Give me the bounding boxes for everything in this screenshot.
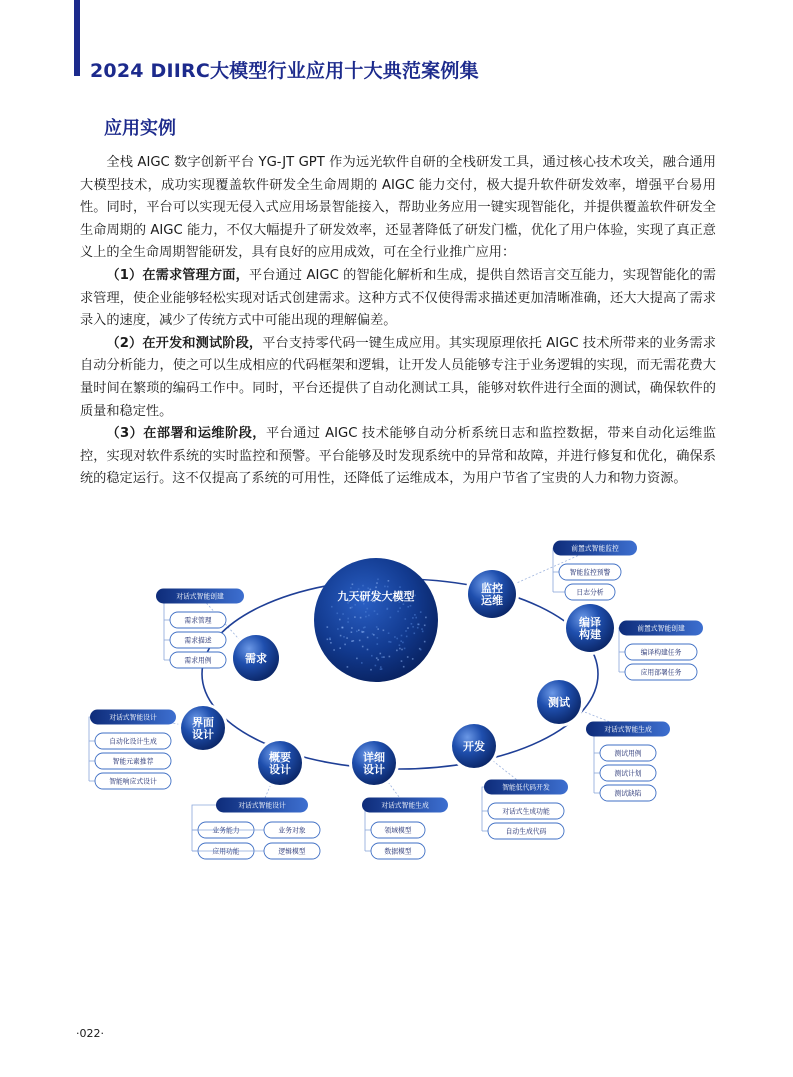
group-item-label: 对话式生成功能 [502, 807, 550, 816]
stage-node-label: 监控 [481, 582, 503, 595]
center-texture-dot [363, 627, 365, 629]
center-texture-dot [417, 627, 419, 629]
center-texture-dot [380, 666, 382, 668]
center-texture-dot [352, 584, 354, 586]
center-texture-dot [339, 619, 341, 621]
group-item-label: 需求描述 [184, 636, 212, 645]
group-item-label: 自动化设计生成 [109, 737, 157, 746]
group-build [619, 621, 703, 681]
group-header-label: 前置式智能创建 [637, 624, 685, 633]
stage-node-label: 构建 [579, 628, 601, 641]
center-texture-dot [403, 666, 405, 668]
group-header-label: 对话式智能生成 [604, 725, 652, 734]
center-texture-dot [420, 649, 422, 651]
stage-node-ui [178, 703, 228, 753]
center-texture-dot [383, 630, 385, 632]
center-texture-dot [351, 607, 353, 609]
center-texture-dot [396, 638, 398, 640]
center-texture-dot [412, 658, 414, 660]
stage-node-label: 概要 [269, 751, 291, 764]
center-texture-dot [370, 669, 372, 671]
group-bracket-line [482, 787, 488, 831]
group-item-label: 应用部署任务 [640, 668, 682, 677]
group-header-label: 智能低代码开发 [502, 783, 550, 792]
group-item-label: 测试用例 [614, 749, 642, 758]
center-texture-dot [362, 646, 364, 648]
center-texture-dot [341, 627, 343, 629]
center-texture-dot [363, 631, 365, 633]
group-item-label: 自动生成代码 [505, 827, 547, 836]
center-texture-dot [329, 637, 331, 639]
center-texture-dot [377, 613, 379, 615]
center-texture-dot [387, 586, 389, 588]
stage-node-label: 运维 [481, 594, 503, 607]
center-texture-dot [361, 662, 363, 664]
stage-node-test [534, 677, 584, 727]
center-texture-dot [367, 637, 369, 639]
center-texture-dot [327, 626, 329, 628]
group-bracket-line [365, 805, 366, 851]
stage-node-label: 详细 [363, 751, 385, 764]
center-texture-dot [337, 613, 339, 615]
center-texture-dot [414, 614, 416, 616]
center-texture-dot [376, 582, 378, 584]
center-texture-dot [418, 624, 420, 626]
center-texture-dot [422, 631, 424, 633]
center-texture-dot [372, 633, 374, 635]
center-texture-dot [388, 580, 390, 582]
group-bracket-line [590, 729, 594, 793]
center-texture-dot [405, 630, 407, 632]
center-texture-dot [365, 611, 367, 613]
paragraph-deploy-ops [80, 423, 716, 491]
center-texture-dot [350, 607, 352, 609]
group-detail [362, 798, 448, 860]
center-texture-dot [347, 618, 349, 620]
center-texture-dot [360, 617, 362, 619]
center-texture-dot [340, 635, 342, 637]
stage-node-label: 设计 [269, 763, 291, 776]
center-texture-dot [377, 628, 379, 630]
center-texture-dot [384, 586, 386, 588]
stage-node-monitor [465, 567, 519, 621]
stage-node-label: 界面 [192, 716, 214, 729]
center-texture-dot [376, 626, 378, 628]
center-texture-dot [333, 649, 335, 651]
lifecycle-diagram-canvas [0, 530, 793, 870]
group-bracket-line [619, 628, 623, 672]
stage-node-build [563, 601, 617, 655]
center-texture-dot [367, 649, 369, 651]
center-texture-dot [396, 650, 398, 652]
center-texture-dot [407, 606, 409, 608]
center-texture-dot [399, 648, 401, 650]
center-texture-dot [342, 613, 344, 615]
group-bracket-line [160, 596, 164, 660]
center-node [314, 558, 438, 682]
group-header-label: 对话式智能设计 [238, 801, 286, 810]
center-texture-dot [412, 617, 414, 619]
group-item-label: 业务能力 [212, 826, 240, 835]
center-texture-dot [390, 641, 392, 643]
center-texture-dot [377, 643, 379, 645]
center-texture-dot [399, 607, 401, 609]
group-dev [482, 780, 568, 840]
group-item-label: 业务对象 [278, 826, 306, 835]
center-texture-dot [344, 644, 346, 646]
center-texture-dot [375, 665, 377, 667]
center-texture-dot [424, 641, 426, 643]
center-texture-dot [343, 636, 345, 638]
group-header-label: 前置式智能监控 [571, 544, 619, 553]
group-header-label: 对话式智能创建 [176, 592, 224, 601]
group-overview [192, 798, 320, 860]
paragraph-dev-test-body: 平台支持零代码一键生成应用。其实现原理依托 AIGC 技术所带来的业务需求自动分析能力，使之可以生成相应的代码框架和逻辑，让开发人员能够专注于业务逻辑的实现，而无需花费大量时间在繁琐的编码工作中。同时，平台还提供了自动化测试工具，能够对软件进行全面的测试，确保软件的质量和稳定性。 [80, 335, 716, 419]
center-texture-dot [339, 647, 341, 649]
center-texture-dot [356, 631, 358, 633]
center-texture-dot [404, 648, 406, 650]
center-texture-dot [351, 640, 353, 642]
group-item-label: 编译构建任务 [640, 648, 682, 657]
center-texture-dot [406, 636, 408, 638]
center-texture-dot [347, 621, 349, 623]
center-texture-dot [374, 610, 376, 612]
center-texture-dot [421, 628, 423, 630]
paragraph-deploy-ops-lead: （3）在部署和运维阶段， [106, 426, 266, 442]
center-texture-dot [380, 653, 382, 655]
center-texture-dot [377, 579, 379, 581]
stage-node-dev [449, 721, 499, 771]
center-texture-dot [383, 656, 385, 658]
group-bracket-line [553, 548, 557, 592]
group-item-label: 数据模型 [384, 847, 412, 856]
center-texture-dot [397, 611, 399, 613]
center-texture-dot [394, 636, 396, 638]
center-texture-dot [403, 603, 405, 605]
group-item-label: 测试缺陷 [614, 789, 642, 798]
stage-node-label: 设计 [192, 728, 214, 741]
group-item-label: 逻辑模型 [278, 847, 306, 856]
center-texture-dot [399, 586, 401, 588]
group-ui [89, 710, 176, 790]
center-texture-dot [401, 660, 403, 662]
body-text [80, 152, 716, 491]
center-texture-dot [387, 608, 389, 610]
section-title: 应用实例 [104, 118, 176, 139]
group-item-label: 需求管理 [184, 616, 212, 625]
center-texture-dot [337, 628, 339, 630]
center-texture-dot [424, 625, 426, 627]
group-bracket-line [89, 717, 94, 781]
center-texture-dot [351, 631, 353, 633]
center-texture-dot [350, 587, 352, 589]
stage-node-label: 编译 [579, 616, 601, 629]
stage-node-label: 测试 [548, 696, 570, 709]
stage-node-detail [349, 738, 399, 788]
group-header-label: 对话式智能生成 [381, 801, 429, 810]
group-item-label: 领域模型 [384, 826, 412, 835]
group-monitor [553, 541, 637, 601]
center-texture-dot [354, 616, 356, 618]
header-accent-bar [74, 0, 80, 76]
group-test [586, 722, 670, 802]
paragraph-intro: 全栈 AIGC 数字创新平台 YG-JT GPT 作为远光软件自研的全栈研发工具，通过核心技术攻关，融合通用大模型技术，成功实现覆盖软件研发全生命周期的 AIGC 能力交付，极大提升软件研发效率，增强平台易用性。同时，平台可以实现无侵入式应用场景智能接入，帮助业务应用一键实现智能化，并提供覆盖软件研发全生命周期的 AIGC 能力，不仅大幅提升了研发效率，还显著降低了研发门槛，优化了用户体验，实现了真正意义上的全生命周期智能研发，具有良好的应用成效，可在全行业推广应用： [80, 155, 716, 261]
center-texture-dot [375, 587, 377, 589]
group-item-label: 应用功能 [212, 847, 240, 856]
group-item-label: 测试计划 [614, 769, 642, 778]
center-texture-dot [365, 616, 367, 618]
center-texture-dot [405, 618, 407, 620]
center-texture-dot [327, 639, 329, 641]
paragraph-dev-test [80, 333, 716, 423]
center-texture-dot [346, 637, 348, 639]
center-node-circle [314, 558, 438, 682]
document-title: 2024 DIIRC大模型行业应用十大典范案例集 [90, 60, 479, 82]
center-texture-dot [381, 656, 383, 658]
center-texture-dot [388, 632, 390, 634]
stage-node-label: 设计 [363, 763, 385, 776]
center-texture-dot [376, 657, 378, 659]
group-item-label: 需求用例 [184, 656, 212, 665]
group-item-label: 智能响应式设计 [109, 777, 157, 786]
paragraph-deploy-ops-body: 平台通过 AIGC 技术能够自动分析系统日志和监控数据，带来自动化运维监控，实现对软件系统的实时监控和预警。平台能够及时发现系统中的异常和故障，并进行修复和优化，确保系统的稳定运行。这不仅提高了系统的可用性，还降低了运维成本，为用户节省了宝贵的人力和物力资源。 [80, 426, 716, 487]
center-texture-dot [331, 606, 333, 608]
page-number: ·022· [76, 1027, 104, 1040]
center-texture-dot [389, 656, 391, 658]
center-texture-dot [402, 642, 404, 644]
center-texture-dot [425, 617, 427, 619]
center-texture-dot [420, 611, 422, 613]
center-texture-dot [401, 649, 403, 651]
center-texture-dot [414, 633, 416, 635]
center-texture-dot [367, 608, 369, 610]
center-texture-dot [377, 637, 379, 639]
center-texture-dot [359, 640, 361, 642]
center-texture-dot [354, 604, 356, 606]
center-texture-dot [407, 627, 409, 629]
center-texture-dot [411, 623, 413, 625]
center-texture-dot [381, 668, 383, 670]
group-item-label: 智能元素推荐 [112, 757, 154, 766]
paragraph-requirements-lead: （1）在需求管理方面， [106, 267, 249, 283]
center-texture-dot [368, 615, 370, 617]
stage-node-req [230, 632, 282, 684]
center-texture-dot [363, 603, 365, 605]
center-texture-dot [401, 635, 403, 637]
center-texture-dot [351, 627, 353, 629]
center-texture-dot [330, 642, 332, 644]
stage-node-overview [255, 738, 305, 788]
center-texture-dot [400, 640, 402, 642]
group-item-label: 日志分析 [576, 588, 604, 597]
center-texture-dot [388, 641, 390, 643]
center-texture-dot [371, 655, 373, 657]
center-texture-dot [356, 658, 358, 660]
center-texture-dot [414, 595, 416, 597]
center-texture-dot [415, 617, 417, 619]
paragraph-requirements-body: 平台通过 AIGC 的智能化解析和生成，提供自然语言交互能力，实现智能化的需求管理，使企业能够轻松实现对话式创建需求。这种方式不仅使得需求描述更加清晰准确，还大大提高了需求录入的速度，减少了传统方式中可能出现的理解偏差。 [80, 267, 716, 329]
group-item-label: 智能监控预警 [569, 568, 611, 577]
center-texture-dot [407, 656, 409, 658]
stage-node-label: 需求 [245, 652, 267, 665]
group-header-label: 对话式智能设计 [109, 713, 157, 722]
center-texture-dot [347, 666, 349, 668]
stage-node-label: 开发 [463, 740, 485, 753]
center-texture-dot [410, 605, 412, 607]
paragraph-dev-test-lead: （2）在开发和测试阶段， [106, 335, 263, 351]
center-texture-dot [390, 617, 392, 619]
center-texture-dot [362, 585, 364, 587]
center-texture-dot [412, 626, 414, 628]
center-texture-dot [358, 629, 360, 631]
center-texture-dot [399, 644, 401, 646]
lifecycle-diagram [0, 530, 793, 870]
center-node-label: 九天研发大模型 [337, 590, 415, 603]
paragraph-requirements [80, 265, 716, 333]
center-texture-dot [377, 659, 379, 661]
center-texture-dot [367, 587, 369, 589]
